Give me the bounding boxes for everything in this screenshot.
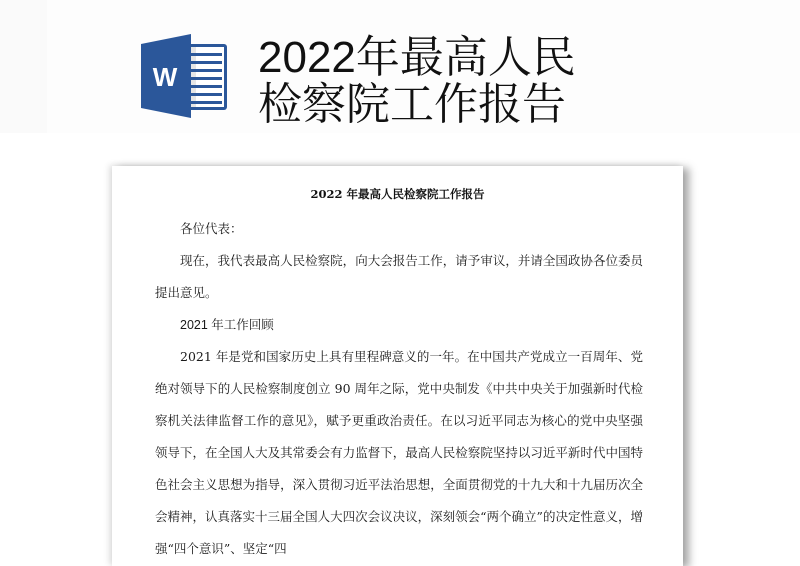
intro-paragraph: 现在，我代表最高人民检察院，向大会报告工作，请予审议，并请全国政协各位委员提出意见。 bbox=[155, 253, 643, 300]
hero-title-line2: 检察院工作报告 bbox=[258, 80, 566, 129]
document-body bbox=[155, 213, 643, 565]
hero-title-line1: 2022年最高人民 bbox=[258, 33, 576, 82]
header-background-left bbox=[0, 0, 47, 133]
microsoft-word-icon bbox=[141, 34, 231, 118]
salutation-paragraph: 各位代表： bbox=[180, 221, 243, 236]
section-heading: 2021 年工作回顾 bbox=[180, 318, 274, 332]
document-page-preview bbox=[112, 166, 683, 566]
document-title: 2022 年最高人民检察院工作报告 bbox=[310, 187, 485, 201]
body-paragraph: 2021 年是党和国家历史上具有里程碑意义的一年。在中国共产党成立一百周年、党绝对领导下的人民检察制度创立 90 周年之际，党中央制发《中共中央关于加强新时代检察机关法律监督工作的意见》，赋予更重政治责任。在以习近平同志为核心的党中央坚强领导下，在全国人大及其常委会有力监督下，最高人民检察院坚持以习近平新时代中国特色社会主义思想为指导，深入贯彻习近平法治思想，全面贯彻党的十九大和十九届历次全会精神，认真落实十三届全国人大四次会议决议，深刻领会“两个确立”的决定性意义，增强“四个意识”、坚定“四 bbox=[155, 349, 643, 556]
hero-title bbox=[258, 34, 618, 128]
svg-text:W: W bbox=[152, 62, 178, 92]
